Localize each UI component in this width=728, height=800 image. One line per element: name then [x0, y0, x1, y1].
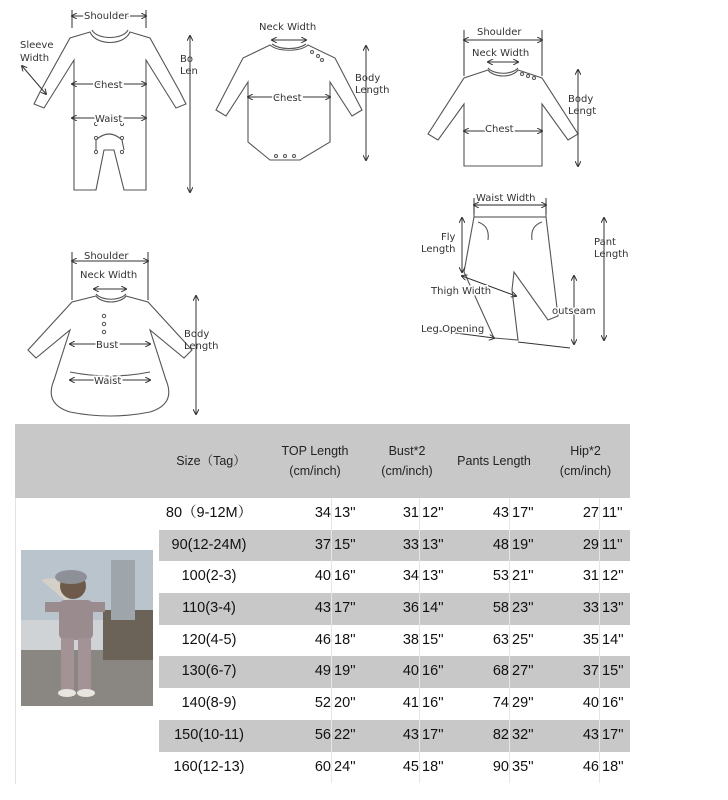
cell-bust-in: 15'' [419, 625, 450, 657]
dress-shoulder-label: Shoulder [84, 251, 129, 262]
cell-top-in: 15'' [331, 530, 364, 562]
cell-pants-in: 23'' [509, 593, 542, 625]
model-photo [21, 550, 153, 706]
cell-bust-in: 14'' [419, 593, 450, 625]
cell-hip-cm: 33 [582, 600, 599, 617]
cell-bust-cm: 41 [402, 695, 419, 712]
dress-diagram [28, 251, 219, 416]
table-row [159, 498, 630, 530]
cell-pants-in: 19'' [509, 530, 542, 562]
cell-pants-cm: 43 [492, 505, 509, 521]
pants-length-header-label: Pants Length [457, 454, 531, 468]
cell-top-cm: 40 [314, 568, 331, 585]
dress-neck-label: Neck Width [80, 270, 138, 281]
table-row [159, 688, 630, 720]
pants-thigh-label: Thigh Width [431, 286, 492, 297]
cell-bust-cm: 38 [402, 631, 419, 648]
header-spacer [15, 424, 159, 498]
cell-bust-in: 12'' [419, 498, 450, 530]
table-row [159, 720, 630, 752]
cell-top-cm: 37 [314, 536, 331, 553]
cell-hip-cm: 29 [582, 536, 599, 553]
table-row [159, 625, 630, 657]
cell-top-cm: 60 [314, 758, 331, 775]
cell-pants-in: 29'' [509, 688, 542, 720]
cell-pants-cm: 53 [492, 568, 509, 585]
romper-body-length-label-1: Bo [180, 54, 193, 65]
cell-size: 110(3-4) [182, 600, 236, 617]
table-row [159, 530, 630, 562]
cell-top-cm: 46 [314, 631, 331, 648]
bodysuit-neck-label: Neck Width [259, 22, 317, 33]
cell-bust-in: 18'' [419, 752, 450, 784]
pants-length-label-1: Pant [594, 237, 616, 248]
top-length-label-2: Lengt [568, 106, 597, 117]
romper-chest-label: Chest [94, 80, 123, 91]
cell-size: 130(6-7) [181, 663, 237, 680]
cell-bust-cm: 40 [402, 663, 419, 680]
cell-hip-in: 16'' [599, 688, 632, 720]
cell-pants-cm: 68 [492, 663, 509, 680]
bust-header-line2: (cm/inch) [381, 464, 433, 478]
cell-top-cm: 43 [314, 600, 331, 617]
cell-pants-cm: 90 [492, 758, 509, 775]
cell-bust-in: 16'' [419, 656, 450, 688]
cell-size: 120(4-5) [181, 631, 237, 648]
dress-length-label-2: Length [184, 341, 219, 352]
hip-header-line2: (cm/inch) [559, 464, 612, 478]
cell-hip-in: 14'' [599, 625, 632, 657]
hip-header [541, 424, 630, 498]
romper-waist-label: Waist [95, 114, 123, 125]
cell-hip-cm: 37 [582, 663, 599, 680]
pants-fly-label-2: Length [421, 244, 456, 255]
cell-top-cm: 49 [314, 663, 331, 680]
bodysuit-chest-label: Chest [273, 93, 302, 104]
hip-header-line1: Hip*2 [570, 444, 601, 458]
cell-pants-in: 25'' [509, 625, 542, 657]
size-header [159, 424, 263, 498]
cell-hip-cm: 43 [582, 726, 599, 743]
size-rows [159, 498, 630, 783]
pants-waist-label: Waist Width [476, 193, 536, 204]
cell-top-in: 24'' [331, 752, 364, 784]
pants-leg-opening-label: Leg Opening [421, 324, 485, 335]
cell-bust-in: 17'' [419, 720, 450, 752]
cell-top-in: 16'' [331, 561, 364, 593]
table-row [159, 752, 630, 784]
cell-pants-in: 17'' [509, 498, 542, 530]
cell-hip-cm: 35 [582, 631, 599, 648]
cell-bust-cm: 33 [402, 536, 419, 553]
cell-hip-in: 18'' [599, 752, 632, 784]
cell-bust-cm: 31 [402, 505, 419, 521]
romper-diagram [20, 10, 198, 192]
top-shoulder-label: Shoulder [477, 27, 522, 38]
romper-shoulder-label: Shoulder [84, 11, 129, 22]
cell-top-in: 18'' [331, 625, 364, 657]
pants-length-label-2: Length [594, 249, 629, 260]
cell-hip-in: 13'' [599, 593, 632, 625]
cell-bust-cm: 45 [402, 758, 419, 775]
cell-hip-in: 11'' [599, 530, 632, 562]
bodysuit-length-label-2: Length [355, 85, 390, 96]
cell-size: 150(10-11) [174, 726, 244, 743]
pants-diagram [421, 193, 629, 348]
cell-bust-in: 16'' [419, 688, 450, 720]
bodysuit-snaps [275, 51, 324, 158]
size-header-label: Size（Tag） [176, 454, 246, 468]
dress-waist-label: Waist [94, 376, 122, 387]
cell-pants-in: 35'' [509, 752, 542, 784]
top-length-header-line1: TOP Length [281, 444, 349, 458]
model-photo-cell [15, 498, 160, 784]
pants-outseam-label: outseam [552, 306, 596, 317]
cell-top-cm: 56 [314, 726, 331, 743]
cell-pants-in: 21'' [509, 561, 542, 593]
bodysuit-diagram [216, 22, 390, 160]
size-chart-table [15, 424, 630, 784]
cell-top-cm: 34 [314, 505, 331, 521]
pants-fly-label-1: Fly [441, 232, 456, 243]
cell-hip-cm: 31 [582, 568, 599, 585]
cell-pants-in: 27'' [509, 656, 542, 688]
cell-bust-cm: 43 [402, 726, 419, 743]
cell-hip-in: 12'' [599, 561, 632, 593]
cell-size: 140(8-9) [181, 695, 237, 712]
romper-body-length-label-2: Len [180, 66, 198, 77]
cell-bust-cm: 36 [402, 600, 419, 617]
cell-hip-cm: 40 [582, 695, 599, 712]
top-length-label-1: Body [568, 94, 594, 105]
cell-top-in: 19'' [331, 656, 364, 688]
cell-top-cm: 52 [314, 695, 331, 712]
cell-size: 80（9-12M） [165, 505, 253, 521]
cell-size: 100(2-3) [181, 568, 237, 585]
cell-pants-cm: 82 [492, 726, 509, 743]
cell-pants-cm: 48 [492, 536, 509, 553]
bust-header [367, 424, 447, 498]
romper-sleeve-label-2: Width [20, 53, 50, 64]
cell-hip-in: 15'' [599, 656, 632, 688]
cell-bust-in: 13'' [419, 530, 450, 562]
cell-top-in: 13'' [331, 498, 364, 530]
pants-length-header [447, 424, 541, 498]
top-length-header [263, 424, 367, 498]
top-length-header-line2: (cm/inch) [289, 464, 341, 478]
bodysuit-length-label-1: Body [355, 73, 381, 84]
dress-buttons [102, 314, 105, 333]
cell-hip-in: 11'' [599, 498, 632, 530]
cell-top-in: 22'' [331, 720, 364, 752]
cell-top-in: 20'' [331, 688, 364, 720]
table-row [159, 656, 630, 688]
cell-hip-cm: 46 [582, 758, 599, 775]
cell-bust-cm: 34 [402, 568, 419, 585]
top-neck-label: Neck Width [472, 48, 530, 59]
cell-pants-cm: 58 [492, 600, 509, 617]
cell-hip-cm: 27 [582, 505, 599, 521]
cell-size: 160(12-13) [173, 758, 245, 775]
cell-size: 90(12-24M) [171, 536, 247, 553]
top-chest-label: Chest [485, 124, 514, 135]
dress-length-label-1: Body [184, 329, 210, 340]
table-row [159, 593, 630, 625]
cell-top-in: 17'' [331, 593, 364, 625]
cell-pants-cm: 74 [492, 695, 509, 712]
cell-hip-in: 17'' [599, 720, 632, 752]
cell-pants-in: 32'' [509, 720, 542, 752]
bust-header-line1: Bust*2 [388, 444, 426, 458]
cell-bust-in: 13'' [419, 561, 450, 593]
romper-sleeve-label-1: Sleeve [20, 40, 54, 51]
dress-bust-label: Bust [96, 340, 119, 351]
top-diagram [428, 27, 596, 166]
cell-pants-cm: 63 [492, 631, 509, 648]
table-row [159, 561, 630, 593]
